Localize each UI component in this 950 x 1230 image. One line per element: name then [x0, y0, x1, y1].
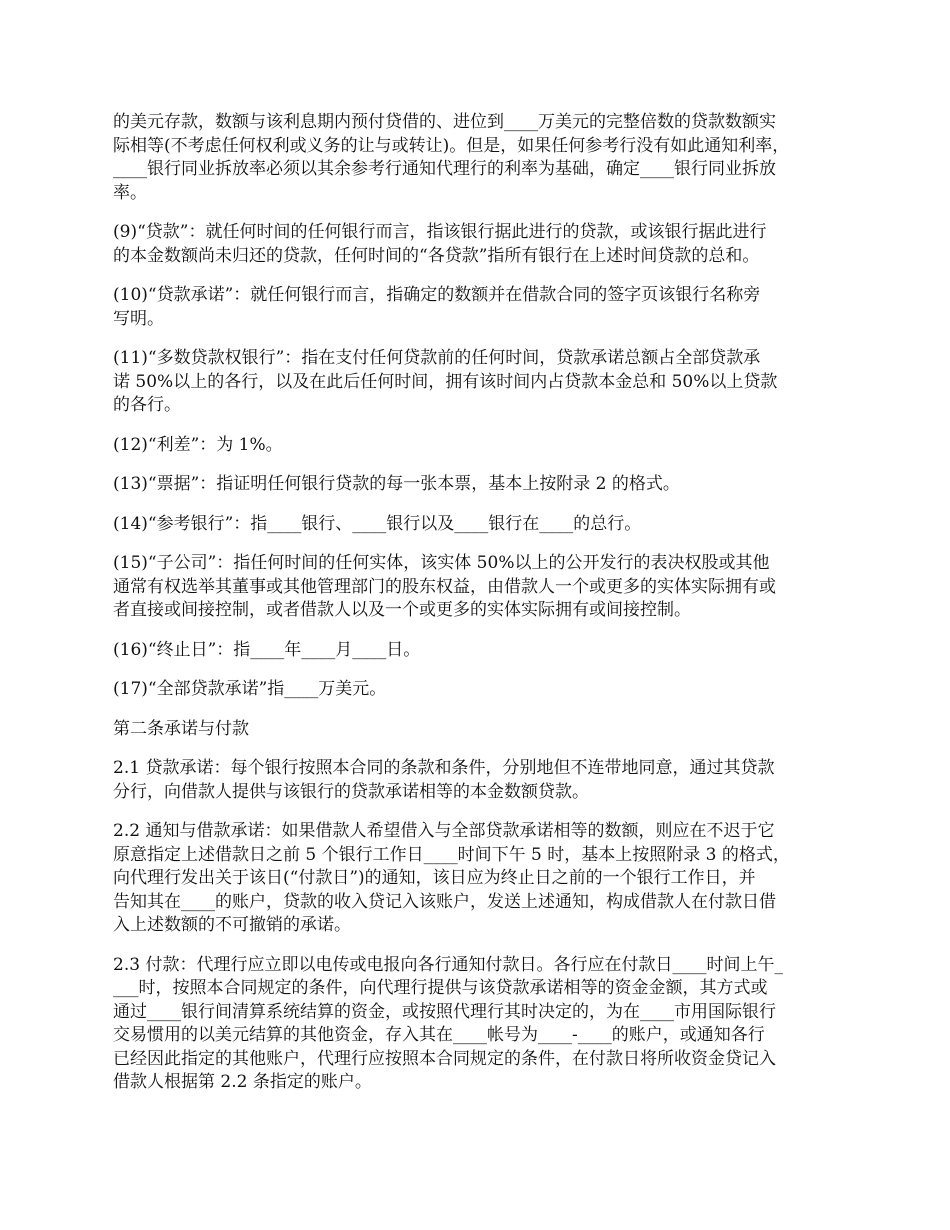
paragraph — [113, 434, 838, 458]
text-line: (10)“贷款承诺”：就任何银行而言，指确定的数额并在借款合同的签字页该银行名称旁 — [113, 285, 761, 305]
text-line: (17)“全部贷款承诺”指____万美元。 — [113, 679, 387, 699]
text-line: 借款人根据第 2.2 条指定的账户。 — [113, 1072, 372, 1092]
paragraph — [113, 820, 838, 938]
text-line: 原意指定上述借款日之前 5 个银行工作日____时间下午 5 时，基本上按照附录 3 的格式， — [113, 844, 790, 865]
text-line: 已经因此指定的其他账户，代理行应按照本合同规定的条件，在付款日将所收资金贷记入 — [113, 1048, 776, 1069]
text-line: 第二条承诺与付款 — [113, 718, 249, 739]
text-line: 通过____银行间清算系统结算的资金，或按照代理行其时决定的，为在____市用国际银行 — [113, 1001, 776, 1022]
paragraph — [113, 718, 838, 742]
text-line: 者直接或间接控制，或者借款人以及一个或更多的实体实际拥有或间接控制。 — [113, 600, 691, 620]
text-line: 诺 50%以上的各行，以及在此后任何时间，拥有该时间内占贷款本金总和 50%以上贷款 — [113, 371, 778, 392]
text-line: ____银行同业拆放率必须以其余参考行通知代理行的利率为基础，确定____银行同业拆放 — [113, 159, 776, 179]
text-line: 向代理行发出关于该日(“付款日”)的通知，该日应为终止日之前的一个银行工作日，并 — [113, 868, 756, 888]
text-line: (12)“利差”：为 1%。 — [113, 434, 283, 455]
paragraph — [113, 639, 838, 663]
paragraph — [113, 473, 838, 497]
text-line: 2.2 通知与借款承诺：如果借款人希望借入与全部贷款承诺相等的数额，则应在不迟于它 — [113, 821, 775, 841]
text-line: 的各行。 — [113, 395, 181, 415]
text-line: (9)“贷款”：就任何时间的任何银行而言，指该银行据此进行的贷款，或该银行据此进行 — [113, 222, 767, 242]
text-line: 交易惯用的以美元结算的其他资金，存入其在____帐号为____-____的账户，或通知各行 — [113, 1025, 765, 1045]
text-line: 入上述数额的不可撤销的承诺。 — [113, 915, 351, 935]
paragraph — [113, 678, 838, 702]
text-line: 率。 — [113, 182, 147, 203]
text-line: 2.3 付款：代理行应立即以电传或电报向各行通知付款日。各行应在付款日____时间上午_ — [113, 954, 783, 975]
paragraph — [113, 111, 838, 205]
text-line: 写明。 — [113, 308, 164, 329]
text-line: 际相等(不考虑任何权利或义务的让与或转让)。但是，如果任何参考行没有如此通知利率， — [113, 135, 790, 156]
text-line: (11)“多数贷款权银行”：指在支付任何贷款前的任何时间，贷款承诺总额占全部贷款承 — [113, 348, 761, 368]
document-body — [113, 111, 838, 1095]
text-line: (15)“子公司”：指任何时间的任何实体，该实体 50%以上的公开发行的表决权股或其他 — [113, 553, 770, 573]
paragraph — [113, 347, 838, 418]
text-line: 通常有权选举其董事或其他管理部门的股东权益，由借款人一个或更多的实体实际拥有或 — [113, 576, 776, 597]
text-line: (13)“票据”：指证明任何银行贷款的每一张本票，基本上按附录 2 的格式。 — [113, 474, 680, 494]
paragraph — [113, 757, 838, 804]
text-line: 分行，向借款人提供与该银行的贷款承诺相等的本金数额贷款。 — [113, 781, 589, 802]
paragraph — [113, 513, 838, 537]
text-line: 2.1 贷款承诺：每个银行按照本合同的条款和条件，分别地但不连带地同意，通过其贷款 — [113, 758, 775, 778]
text-line: (14)“参考银行”：指____银行、____银行以及____银行在____的总行。 — [113, 513, 642, 534]
text-line: ___时，按照本合同规定的条件，向代理行提供与该贷款承诺相等的资金金额，其方式或 — [113, 978, 768, 998]
paragraph — [113, 284, 838, 331]
paragraph — [113, 954, 838, 1095]
text-line: 的美元存款，数额与该利息期内预付贷借的、进位到____万美元的完整倍数的贷款数额实 — [113, 112, 776, 132]
paragraph — [113, 221, 838, 268]
text-line: 告知其在____的账户，贷款的收入贷记入该账户，发送上述通知，构成借款人在付款日借 — [113, 891, 776, 912]
text-line: 的本金数额尚未归还的贷款，任何时间的“各贷款”指所有银行在上述时间贷款的总和。 — [113, 245, 760, 266]
text-line: (16)“终止日”：指____年____月____日。 — [113, 639, 421, 660]
paragraph — [113, 552, 838, 623]
